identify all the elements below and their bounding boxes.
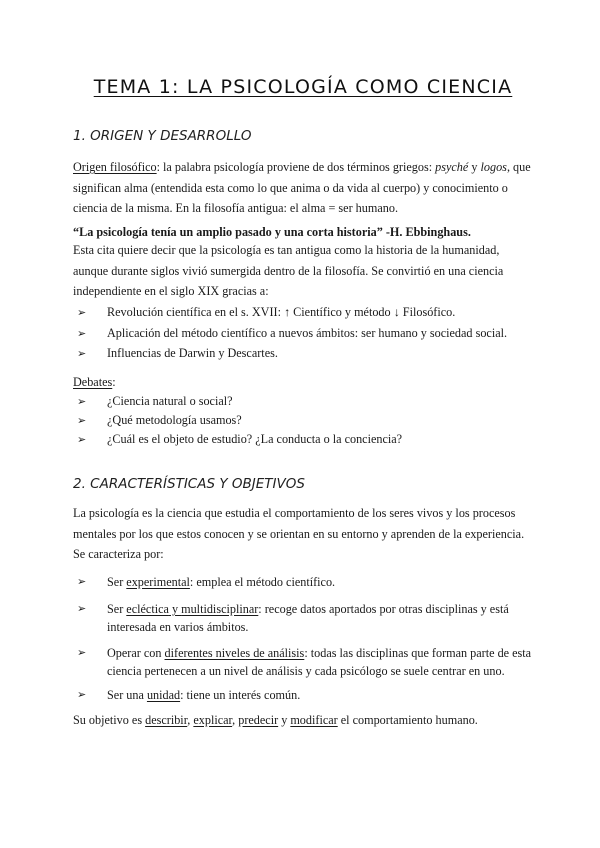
origen-paragraph — [73, 157, 533, 219]
section-heading-caracteristicas: 2. CARACTERÍSTICAS Y OBJETIVOS — [73, 476, 305, 492]
text: Ser una — [107, 688, 147, 702]
origen-text-end: , que significan alma (entendida esta como lo que anima o da vida al cuerpo) y conocimiento o ciencia de la misma. En la filosofía antigua: el alma = ser humano. — [73, 160, 531, 215]
underlined-term: diferentes niveles de análisis — [164, 646, 305, 660]
list-item-text — [77, 644, 533, 680]
conj: y — [468, 160, 481, 174]
underlined-term: unidad — [146, 688, 181, 702]
list-item-text: Influencias de Darwin y Descartes. — [107, 346, 278, 360]
definition-paragraph: La psicología es la ciencia que estudia el comportamiento de los seres vivos y los procesos mentales por los que estos conocen y se orientan en su entorno y aprenden de la experiencia. Se caracteriza por: — [73, 506, 525, 561]
arrow-bullet-icon: ➢ — [77, 646, 87, 659]
objective-paragraph — [73, 710, 533, 731]
underlined-term: describir — [145, 713, 188, 727]
list-item-text: Revolución científica en el s. XVII: ↑ Científico y método ↓ Filosófico. — [107, 305, 456, 319]
text: y — [168, 602, 182, 616]
list-item — [77, 573, 533, 591]
arrow-bullet-icon: ➢ — [77, 395, 87, 408]
underlined-term: experimental — [126, 575, 190, 589]
arrow-bullet-icon: ➢ — [77, 688, 87, 701]
debates-label: Debates — [73, 375, 113, 389]
text: y — [278, 713, 291, 727]
list-item — [77, 392, 533, 411]
underlined-term: modificar — [290, 713, 338, 727]
underlined-term: predecir — [238, 713, 279, 727]
text: Su objetivo es — [73, 713, 146, 727]
list-item — [77, 600, 533, 636]
section-heading-origen: 1. ORIGEN Y DESARROLLO — [73, 128, 252, 144]
list-item-text: Aplicación del método científico a nuevos ámbitos: ser humano y sociedad social. — [107, 326, 508, 340]
underlined-term: multidisciplinar — [181, 602, 259, 616]
list-item-text — [77, 686, 533, 704]
list-item-text: ¿Qué metodología usamos? — [107, 413, 242, 427]
list-item — [77, 344, 533, 363]
arrow-bullet-icon: ➢ — [77, 327, 87, 340]
arrow-bullet-icon: ➢ — [77, 414, 87, 427]
text: el comportamiento humano. — [337, 713, 478, 727]
ebbinghaus-quote: “La psicología tenía un amplio pasado y una corta historia” -H. Ebbinghaus. — [73, 225, 471, 239]
arrow-bullet-icon: ➢ — [77, 433, 87, 446]
list-item — [77, 324, 533, 343]
text: : emplea el método científico. — [189, 575, 336, 589]
list-item — [77, 303, 533, 322]
text: , — [187, 713, 194, 727]
list-item-text — [77, 573, 533, 591]
text: , — [232, 713, 239, 727]
debates-label-line — [73, 372, 533, 393]
arrow-bullet-icon: ➢ — [77, 602, 87, 615]
origen-label: Origen filosófico — [73, 160, 157, 174]
text: : recoge datos aportados por otras disciplinas y está interesada en varios ámbitos. — [107, 602, 509, 634]
term-psyche: psyché — [435, 160, 469, 174]
page-title: TEMA 1: LA PSICOLOGÍA COMO CIENCIA — [93, 76, 513, 98]
term-logos: logos — [480, 160, 507, 174]
list-item — [77, 430, 533, 449]
list-item — [77, 686, 533, 704]
text: Ser — [107, 575, 127, 589]
underlined-term: explicar — [193, 713, 233, 727]
text: Ser — [107, 602, 127, 616]
list-item — [77, 644, 533, 680]
text: Operar con — [107, 646, 165, 660]
arrow-bullet-icon: ➢ — [77, 575, 87, 588]
arrow-bullet-icon: ➢ — [77, 306, 87, 319]
text: : todas las disciplinas que forman parte de esta ciencia pertenecen a un nivel de análisis y cada psicólogo se suele centrar en uno. — [107, 646, 532, 678]
list-item-text — [77, 600, 533, 636]
list-item-text: ¿Cuál es el objeto de estudio? ¿La conducta o la conciencia? — [107, 432, 403, 446]
origen-text: : la palabra psicología proviene de dos términos griegos: — [156, 160, 436, 174]
arrow-bullet-icon: ➢ — [77, 347, 87, 360]
list-item — [77, 411, 533, 430]
underlined-term: ecléctica — [126, 602, 169, 616]
debates-colon: : — [112, 375, 116, 389]
text: : tiene un interés común. — [180, 688, 301, 702]
list-item-text: ¿Ciencia natural o social? — [107, 394, 233, 408]
quote-explanation: Esta cita quiere decir que la psicología es tan antigua como la historia de la humanidad, aunque durante siglos vivió sumergida dentro de la filosofía. Se convirtió en una ciencia independiente en el siglo XIX gracias a: — [73, 243, 504, 298]
